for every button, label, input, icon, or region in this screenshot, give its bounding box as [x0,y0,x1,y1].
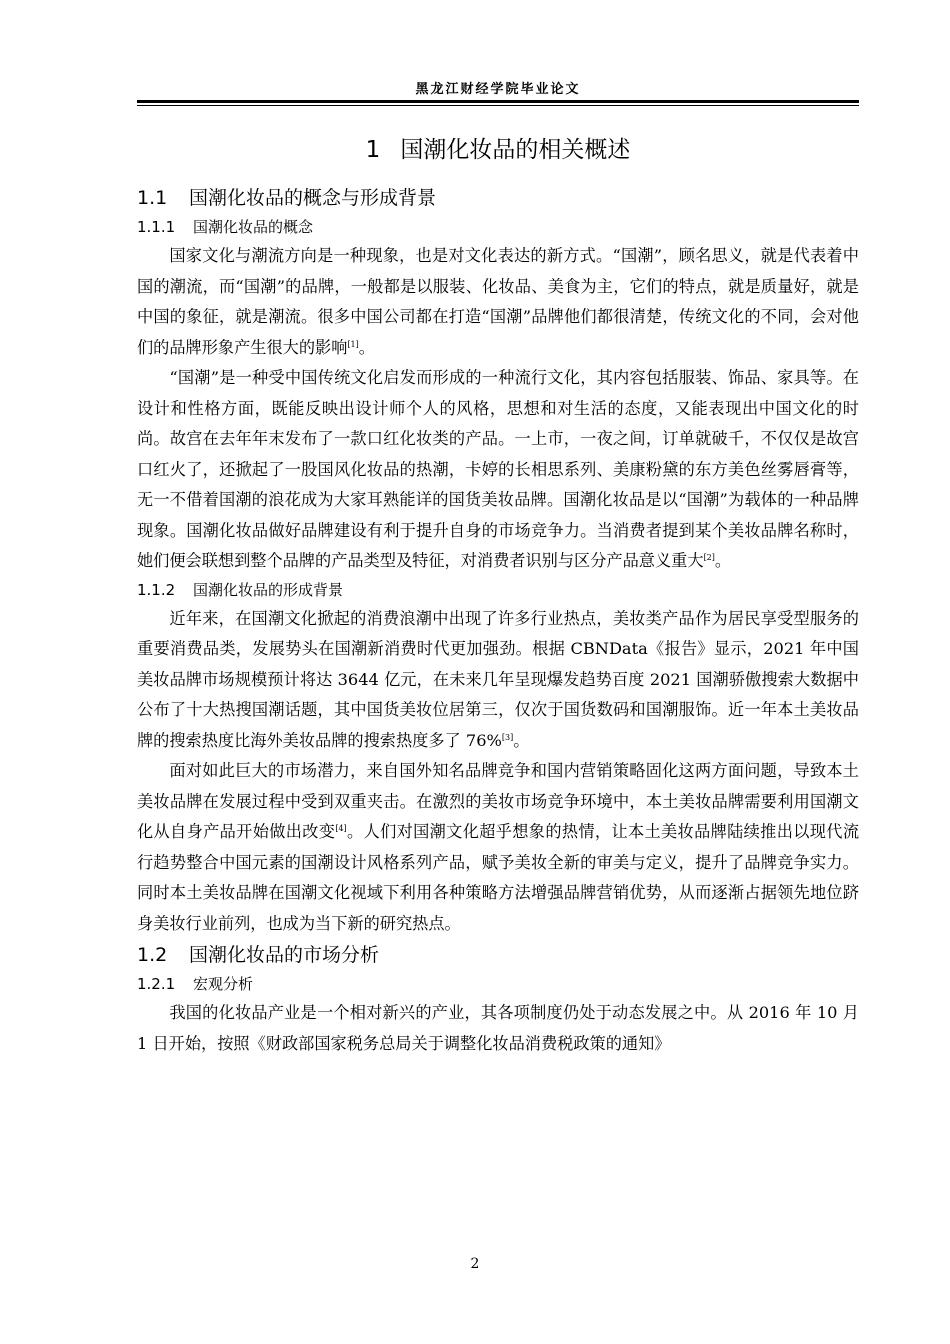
paragraph [137,998,859,1059]
paragraph [137,241,859,363]
subsection-number: 1.1.1 [137,218,176,236]
paragraph [137,363,859,577]
paragraph-end: 。 [714,551,732,570]
running-header: 黑龙江财经学院毕业论文 [415,82,581,97]
section-number: 1.2 [137,944,168,966]
paragraph-end: 。 [513,730,530,750]
section-number: 1.1 [137,187,168,209]
paragraph-end: 。 [358,337,375,357]
paragraph-text: 近年来，在国潮文化掀起的消费浪潮中出现了许多行业热点，美妆类产品作为居民享受型服务的重要消费品类，发展势头在国潮新消费时代更加强劲。根据 CBNData《报告》显示，2021 年中国美妆品牌市场规模预计将达 3644 亿元，在未来几年呈现爆发趋势百度 2021 国潮骄傲搜索大数据中公布了十大热搜国潮话题，其中国货美妆位居第三，仅次于国货数码和国潮服饰。近一年本土美妆品牌的搜索热度比海外美妆品牌的搜索热度多了 76% [137,608,859,750]
subsection-number: 1.1.2 [137,580,176,599]
page-body [137,130,859,1059]
page-number: 2 [470,1256,480,1272]
paragraph [137,756,859,939]
subsection-title: 宏观分析 [193,975,254,993]
paragraph-text: 面对如此巨大的市场潜力，来自国外知名品牌竞争和国内营销策略固化这两方面问题，导致本土美妆品牌在发展过程中受到双重夹击。在激烈的美妆市场竞争环境中，本土美妆品牌需要利用国潮文化从自身产品开始做出改变 [137,761,859,841]
subsection-heading-1-1-2 [137,577,859,604]
section-heading-1-2 [137,939,859,971]
section-title: 国潮化妆品的市场分析 [189,944,380,966]
subsection-heading-1-2-1 [137,971,859,998]
paragraph-text: 我国的化妆品产业是一个相对新兴的产业，其各项制度仍处于动态发展之中。从 2016 年 10 月 1 日开始，按照《财政部国家税务总局关于调整化妆品消费税政策的通知》 [137,1003,859,1053]
subsection-heading-1-1-1 [137,214,859,241]
header-rule-thin [137,105,859,106]
paragraph-text: 国家文化与潮流方向是一种现象，也是对文化表达的新方式。“国潮”，顾名思义，就是代表着中国的潮流，而“国潮”的品牌，一般都是以服装、化妆品、美食为主，它们的特点，就是质量好，就是中国的象征，就是潮流。很多中国公司都在打造“国潮”品牌他们都很清楚，传统文化的不同，会对他们的品牌形象产生很大的影响 [137,246,859,357]
section-heading-1-1 [137,182,859,214]
chapter-title: 国潮化妆品的相关概述 [400,137,631,163]
citation-ref: [4] [335,824,347,833]
section-title: 国潮化妆品的概念与形成背景 [189,187,437,209]
chapter-heading [137,130,859,170]
paragraph-end: 。人们对国潮文化超乎想象的热情，让本土美妆品牌陆续推出以现代流行趋势整合中国元素的国潮设计风格系列产品，赋予美妆全新的审美与定义，提升了品牌竞争实力。同时本土美妆品牌在国潮文化视域下利用各种策略方法增强品牌营销优势，从而逐渐占据领先地位跻身美妆行业前列，也成为当下新的研究热点。 [137,822,860,933]
subsection-title: 国潮化妆品的形成背景 [193,580,344,599]
header-rule-thick [137,100,859,103]
subsection-title: 国潮化妆品的概念 [193,218,314,236]
citation-ref: [2] [703,553,715,562]
citation-ref: [1] [347,339,359,349]
paragraph [137,604,859,757]
chapter-number: 1 [365,137,381,163]
subsection-number: 1.2.1 [137,975,176,993]
paragraph-text: “国潮”是一种受中国传统文化启发而形成的一种流行文化，其内容包括服装、饰品、家具等。在设计和性格方面，既能反映出设计师个人的风格，思想和对生活的态度，又能表现出中国文化的时尚。故宫在去年年末发布了一款口红化妆类的产品。一上市，一夜之间，订单就破千，不仅仅是故宫口红火了，还掀起了一股国风化妆品的热潮，卡婷的长相思系列、美康粉黛的东方美色丝雾唇膏等，无一不借着国潮的浪花成为大家耳熟能详的国货美妆品牌。国潮化妆品是以“国潮”为载体的一种品牌现象。国潮化妆品做好品牌建设有利于提升自身的市场竞争力。当消费者提到某个美妆品牌名称时，她们便会联想到整个品牌的产品类型及特征，对消费者识别与区分产品意义重大 [137,368,859,570]
citation-ref: [3] [501,732,514,742]
